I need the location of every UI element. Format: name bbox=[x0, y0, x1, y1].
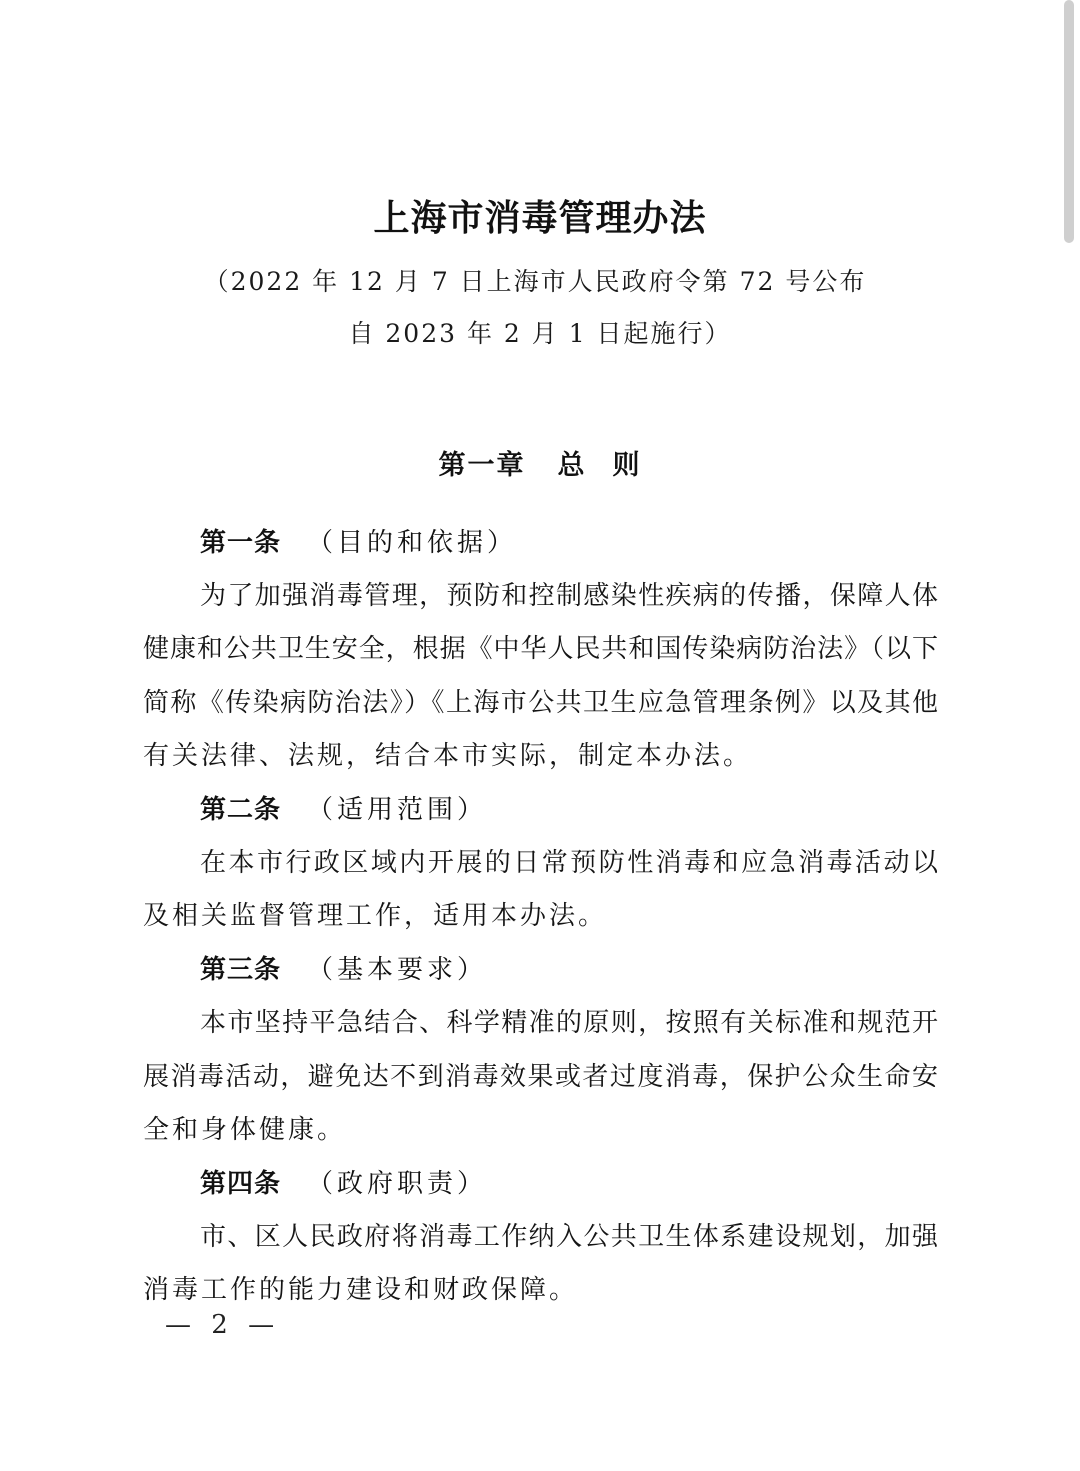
paragraph-line: 简称《传染病防治法》）《上海市公共卫生应急管理条例》以及其他 bbox=[143, 688, 938, 718]
article-4-heading bbox=[200, 1163, 487, 1200]
chapter-heading bbox=[0, 443, 1080, 482]
chapter-name-part-1: 总 bbox=[557, 450, 587, 481]
paragraph-line: 展消毒活动，避免达不到消毒效果或者过度消毒，保护公众生命安 bbox=[143, 1062, 938, 1092]
article-topic: （基本要求） bbox=[307, 955, 488, 985]
paragraph-line: 市、区人民政府将消毒工作纳入公共卫生体系建设规划，加强 bbox=[200, 1222, 938, 1252]
article-1-heading bbox=[200, 522, 517, 559]
paragraph-line: 及相关监督管理工作，适用本办法。 bbox=[143, 901, 608, 931]
article-topic: （目的和依据） bbox=[307, 528, 518, 558]
scrollbar-thumb[interactable] bbox=[1064, 0, 1074, 243]
article-number: 第三条 bbox=[200, 955, 282, 985]
promulgation-note-line-1: （2022 年 12 月 7 日上海市人民政府令第 72 号公布 bbox=[203, 267, 867, 296]
paragraph-line: 消毒工作的能力建设和财政保障。 bbox=[143, 1275, 579, 1305]
article-topic: （政府职责） bbox=[307, 1169, 488, 1199]
article-2-heading bbox=[200, 789, 487, 826]
paragraph-line: 在本市行政区域内开展的日常预防性消毒和应急消毒活动以 bbox=[200, 848, 938, 878]
paragraph-line: 健康和公共卫生安全，根据《中华人民共和国传染病防治法》（以下 bbox=[143, 634, 938, 664]
promulgation-note-line-2: 自 2023 年 2 月 1 日起施行） bbox=[348, 319, 732, 348]
article-topic: （适用范围） bbox=[307, 795, 488, 825]
article-3-heading bbox=[200, 949, 487, 986]
chapter-name-part-2: 则 bbox=[612, 450, 642, 481]
article-number: 第二条 bbox=[200, 795, 282, 825]
page-number: — 2 — bbox=[165, 1310, 281, 1340]
chapter-number: 第一章 bbox=[438, 450, 526, 481]
paragraph-line: 有关法律、法规，结合本市实际，制定本办法。 bbox=[143, 741, 753, 771]
paragraph-line: 本市坚持平急结合、科学精准的原则，按照有关标准和规范开 bbox=[200, 1008, 938, 1038]
document-title: 上海市消毒管理办法 bbox=[373, 197, 707, 239]
paragraph-line: 全和身体健康。 bbox=[143, 1115, 347, 1145]
article-number: 第四条 bbox=[200, 1169, 282, 1199]
article-number: 第一条 bbox=[200, 528, 282, 558]
paragraph-line: 为了加强消毒管理，预防和控制感染性疾病的传播，保障人体 bbox=[200, 581, 938, 611]
